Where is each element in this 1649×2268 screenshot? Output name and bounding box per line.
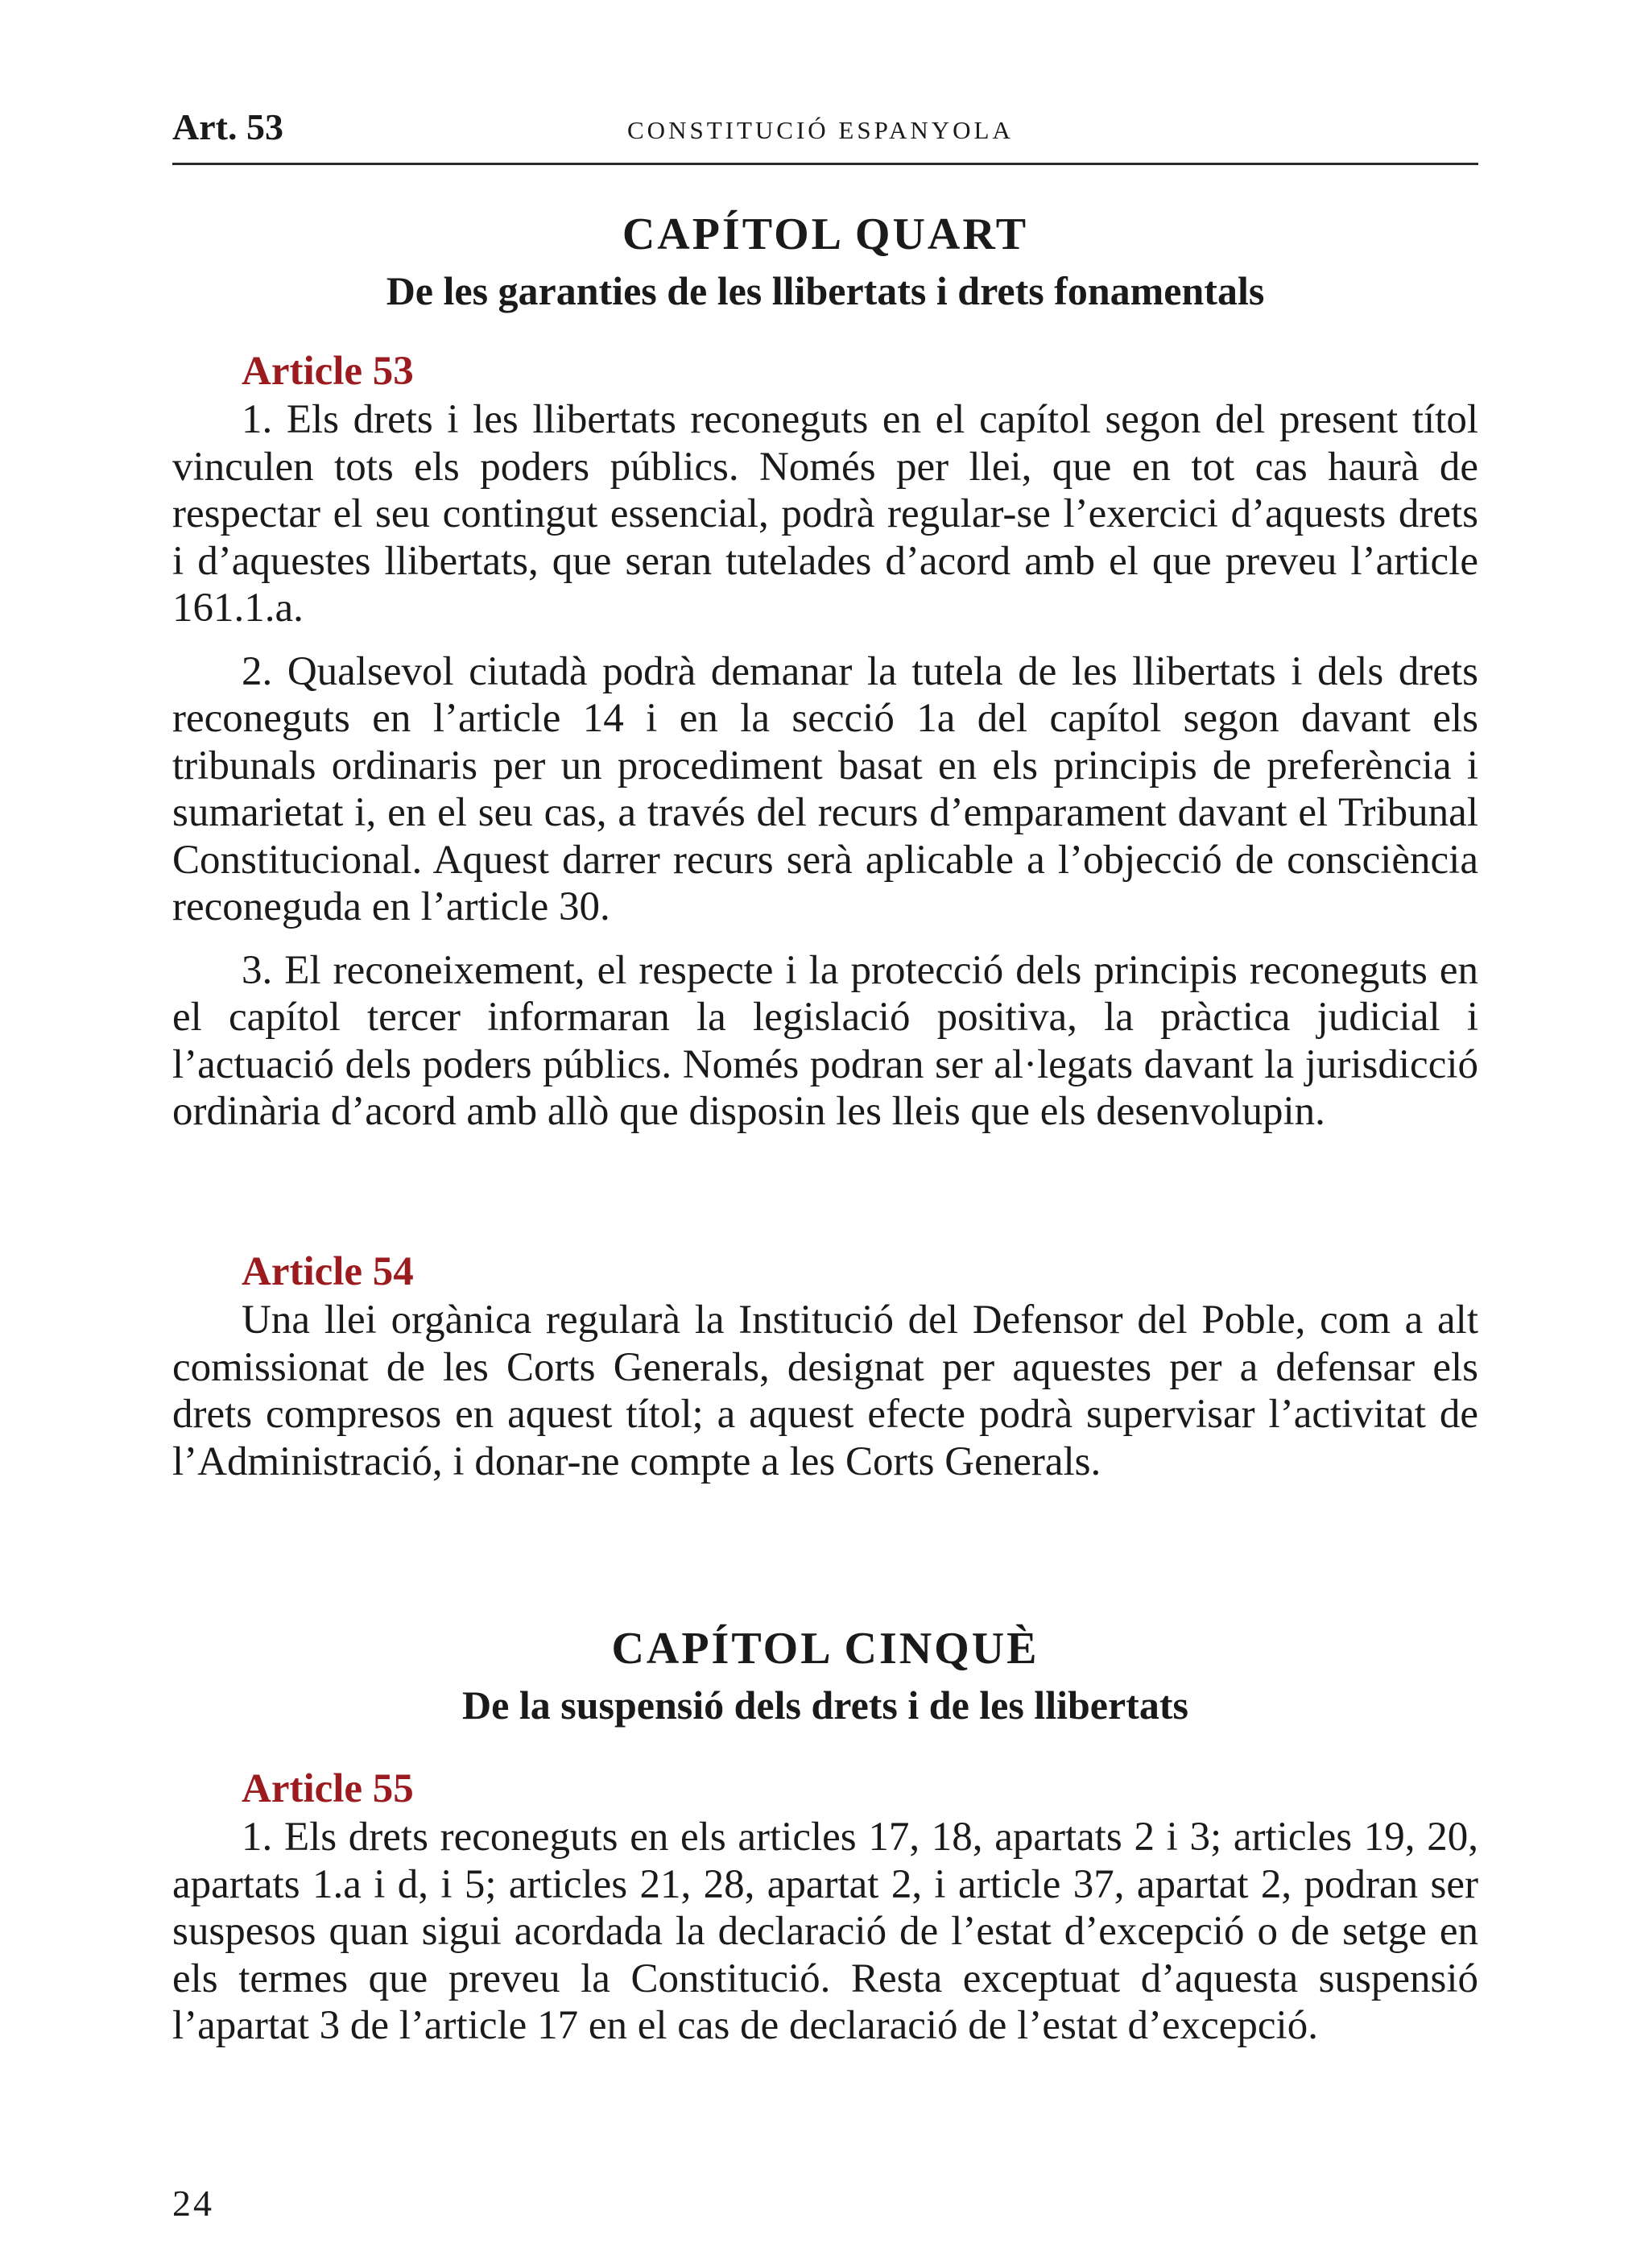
article-53-paragraph-2: 2. Qualsevol ciutadà podrà demanar la tutela de les llibertats i dels drets reconeguts en l’article 14 i en la secció 1a del capítol segon davant els tribunals ordinaris per un procediment basat en els principis de preferència i sumarietat i, en el seu cas, a través del recurs d’emparament davant el Tribunal Constitucional. Aquest darrer recurs serà aplicable a l’objecció de consciència reconeguda en l’article 30. — [172, 648, 1478, 929]
chapter-5-subtitle: De la suspensió dels drets i de les llibertats — [462, 1682, 1188, 1728]
article-53-paragraph-3: 3. El reconeixement, el respecte i la protecció dels principis reconeguts en el capítol tercer informaran la legislació positiva, la pràctica judicial i l’actuació dels poders públics. Només podran ser al·legats davant la jurisdicció ordinària d’acord amb allò que disposin les lleis que els desenvolupin. — [172, 947, 1478, 1134]
article-55-heading: Article 55 — [242, 1766, 414, 1811]
article-54-heading: Article 54 — [242, 1249, 414, 1294]
running-head-book-title: CONSTITUCIÓ ESPANYOLA — [627, 116, 1014, 144]
article-55 — [172, 1762, 1478, 2050]
running-head — [172, 103, 1478, 165]
article-55-paragraph-1: 1. Els drets reconeguts en els articles 17, 18, apartats 2 i 3; articles 19, 20, apartats 1.a i d, i 5; articles 21, 28, apartat 2, i article 37, apartat 2, podran ser suspesos quan sigui acordada la declaració de l’estat d’excepció o de setge en els termes que preveu la Constitució. Resta exceptuat d’aquesta suspensió l’apartat 3 de l’article 17 en el cas de declaració de l’estat d’excepció. — [172, 1815, 1478, 2048]
article-54 — [172, 1245, 1478, 1485]
running-head-article-ref: Art. 53 — [172, 106, 283, 147]
article-53 — [172, 345, 1478, 1136]
article-53-paragraph-1: 1. Els drets i les llibertats reconeguts en el capítol segon del present títol vinculen tots els poders públics. Només per llei, que en tot cas haurà de respectar el seu contingut essencial, podrà regular-se l’exercici d’aquests drets i d’aquestes llibertats, que seran tutelades d’acord amb el que preveu l’article 161.1.a. — [172, 397, 1478, 631]
chapter-4-header — [172, 206, 1478, 317]
chapter-4-title: CAPÍTOL QUART — [622, 209, 1029, 259]
article-53-heading: Article 53 — [242, 349, 414, 394]
chapter-4-subtitle: De les garanties de les llibertats i drets fonamentals — [386, 268, 1265, 313]
document-page — [172, 103, 1478, 2229]
article-54-paragraph-1: Una llei orgànica regularà la Institució del Defensor del Poble, com a alt comissionat de les Corts Generals, designat per aquestes per a defensar els drets compresos en aquest títol; a aquest efecte podrà supervisar l’activitat de l’Administració, i donar-ne compte a les Corts Generals. — [172, 1297, 1478, 1484]
chapter-5-title: CAPÍTOL CINQUÈ — [611, 1624, 1039, 1674]
chapter-5-header — [172, 1620, 1478, 1732]
page-number: 24 — [172, 2183, 214, 2224]
